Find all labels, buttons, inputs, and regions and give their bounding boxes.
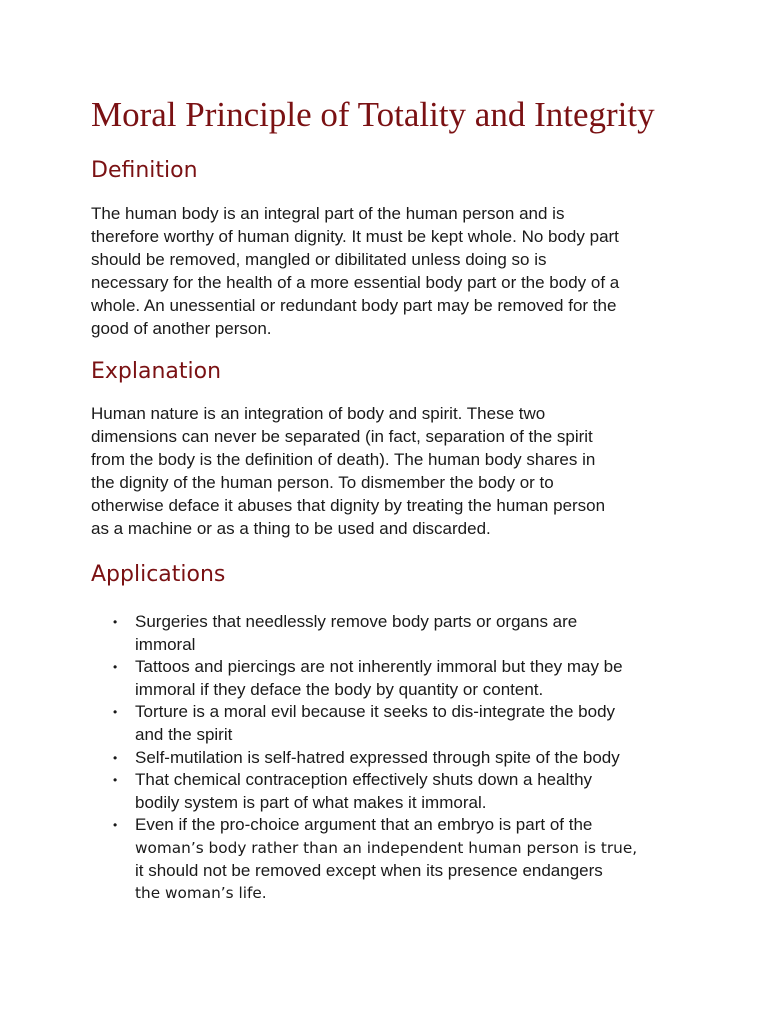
list-item-line: and the spirit [135, 724, 233, 744]
definition-line: whole. An unessential or redundant body part may be removed for the [91, 296, 617, 315]
list-item-line: Even if the pro-choice argument that an embryo is part of the [135, 815, 593, 835]
applications-heading: Applications [91, 562, 226, 587]
list-item-line: That chemical contraception effectively shuts down a healthy [135, 770, 593, 790]
list-item [91, 747, 691, 770]
list-item [91, 701, 691, 746]
definition-heading: Definition [91, 158, 198, 183]
bullet-icon: • [113, 660, 118, 675]
list-item-line: Self-mutilation is self-hatred expressed through spite of the body [135, 747, 620, 767]
document-title: Moral Principle of Totality and Integrity [91, 95, 655, 134]
definition-line: should be removed, mangled or dibilitated unless doing so is [91, 250, 547, 269]
list-item-line: immoral if they deface the body by quantity or content. [135, 679, 544, 699]
list-item-line: bodily system is part of what makes it immoral. [135, 792, 487, 812]
list-item-line: Torture is a moral evil because it seeks to dis-integrate the body [135, 702, 616, 722]
definition-line: The human body is an integral part of the human person and is [91, 204, 565, 223]
explanation-paragraph [91, 402, 691, 540]
list-item-line: Surgeries that needlessly remove body parts or organs are [135, 612, 578, 631]
list-item-line: the woman’s life. [135, 884, 267, 903]
list-item-line: immoral [135, 634, 196, 654]
definition-line: good of another person. [91, 319, 272, 338]
explanation-heading: Explanation [91, 359, 222, 384]
definition-paragraph [91, 202, 691, 340]
list-item [91, 814, 691, 904]
definition-line: therefore worthy of human dignity. It must be kept whole. No body part [91, 227, 619, 246]
explanation-line: dimensions can never be separated (in fact, separation of the spirit [91, 427, 593, 446]
bullet-icon: • [113, 773, 118, 788]
list-item [91, 656, 691, 701]
explanation-line: from the body is the definition of death). The human body shares in [91, 450, 596, 469]
explanation-line: Human nature is an integration of body and spirit. These two [91, 404, 546, 423]
bullet-icon: • [113, 750, 118, 765]
bullet-icon: • [113, 818, 118, 833]
bullet-icon: • [113, 705, 118, 720]
explanation-line: the dignity of the human person. To dismember the body or to [91, 473, 554, 492]
definition-line: necessary for the health of a more essential body part or the body of a [91, 273, 620, 292]
explanation-line: otherwise deface it abuses that dignity by treating the human person [91, 496, 606, 515]
bullet-icon: • [113, 615, 118, 629]
applications-list [91, 611, 691, 905]
list-item [91, 611, 691, 656]
list-item-line: it should not be removed except when its presence endangers [135, 860, 603, 880]
list-item-line: Tattoos and piercings are not inherently immoral but they may be [135, 657, 623, 677]
list-item [91, 769, 691, 814]
explanation-line: as a machine or as a thing to be used and discarded. [91, 519, 491, 538]
list-item-line: woman’s body rather than an independent human person is true, [135, 838, 638, 857]
